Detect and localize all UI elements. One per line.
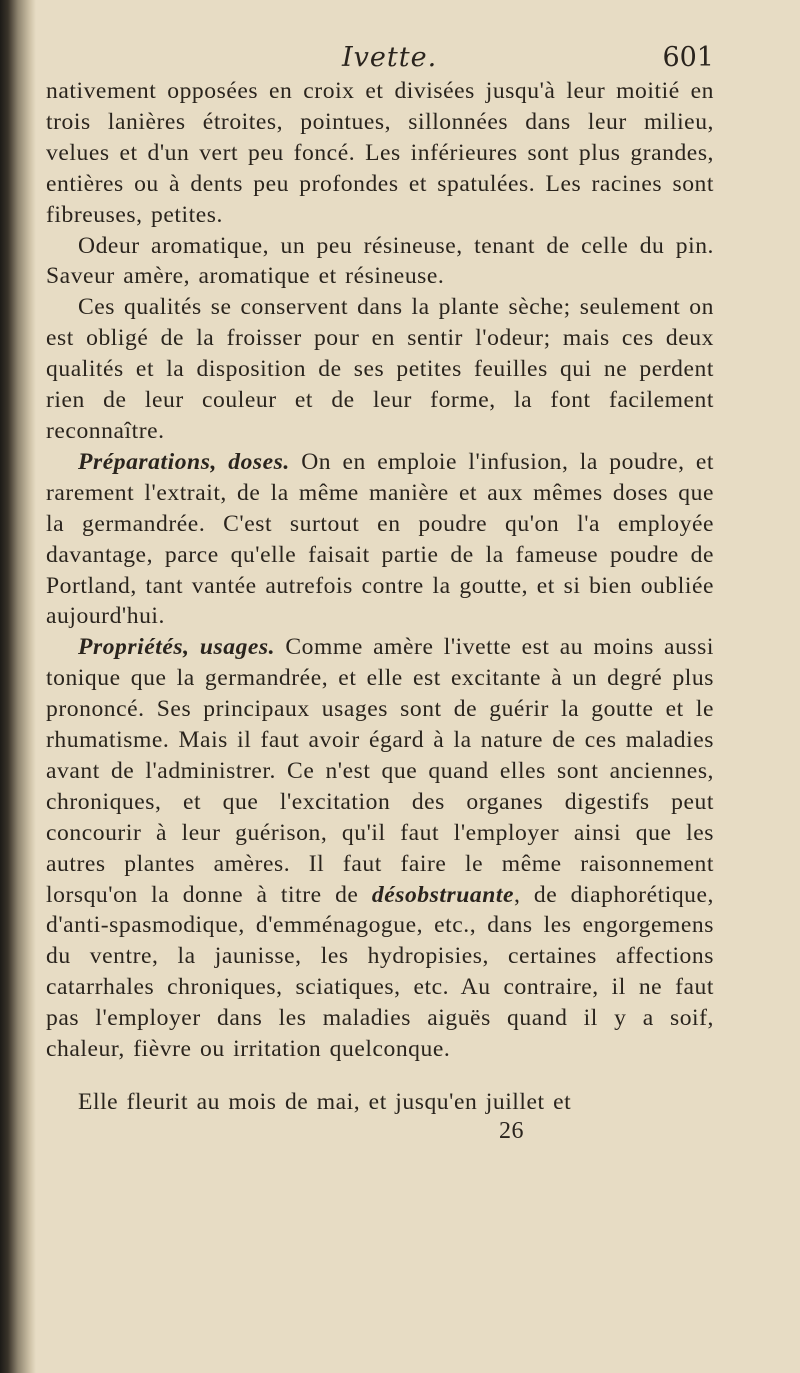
running-head <box>46 36 714 72</box>
paragraph-proprietes <box>46 632 714 1065</box>
paragraph-preparations <box>46 447 714 632</box>
book-spine-shadow <box>0 0 36 1373</box>
book-page <box>46 36 714 1336</box>
page-number: 601 <box>662 42 714 73</box>
preparations-text: On en emploie l'infusion, la poudre, et rarement l'extrait, de la même manière et aux mêmes doses que la germandrée. C'est surtout en poudre qu'on l'a employée davantage, parce qu'elle faisait partie de la fameuse poudre de Portland, tant vantée autrefois contre la goutte, et si bien oubliée aujourd'hui. <box>46 448 714 630</box>
proprietes-text-b: , de diaphorétique, d'anti-spasmodique, d'emménagogue, etc., dans les engorgemens du ventre, la jaunisse, les hydropisies, certaines affections catarrhales chroniques, sciatiques, etc. Au contraire, il ne faut pas l'employer dans les maladies aiguës quand il y a soif, chaleur, fièvre ou irritation quelconque. <box>46 881 714 1063</box>
paragraph-continuation: nativement opposées en croix et divisées jusqu'à leur moitié en trois lanières étroites, pointues, sillonnées dans leur milieu, velues et d'un vert peu foncé. Les inférieures sont plus grandes, entières ou à dents peu profondes et spatulées. Les racines sont fibreuses, petites. <box>46 78 714 228</box>
proprietes-heading: Propriétés, usages. <box>78 634 276 661</box>
body-text <box>46 76 714 1118</box>
running-title: Ivette. <box>342 42 438 73</box>
preparations-heading: Préparations, doses. <box>78 448 290 475</box>
paragraph-qualites: Ces qualités se conservent dans la plante sèche; seulement on est obligé de la froisser pour en sentir l'odeur; mais ces deux qualités et la disposition de ses petites feuilles qui ne perdent rien de leur couleur et de leur forme, la font facilement reconnaître. <box>46 294 714 444</box>
paragraph-gap <box>46 1065 714 1087</box>
signature-mark: 26 <box>499 1117 524 1144</box>
paragraph-floraison: Elle fleurit au mois de mai, et jusqu'en juillet et <box>78 1089 572 1115</box>
proprietes-text-a: Comme amère l'ivette est au moins aussi tonique que la germandrée, et elle est excitante à un degré plus prononcé. Ses principaux usages sont de guérir la goutte et le rhumatisme. Mais il faut avoir égard à la nature de ces maladies avant de l'administrer. Ce n'est que quand elles sont anciennes, chroniques, et que l'excitation des organes digestifs peut concourir à leur guérison, qu'il faut l'employer ainsi que les autres plantes amères. Il faut faire le même raisonnement lorsqu'on la donne à titre de <box>46 634 714 908</box>
proprietes-emphasis: désobstruante <box>371 881 515 908</box>
paragraph-odeur: Odeur aromatique, un peu résineuse, tenant de celle du pin. Saveur amère, aromatique et résineuse. <box>46 232 714 290</box>
